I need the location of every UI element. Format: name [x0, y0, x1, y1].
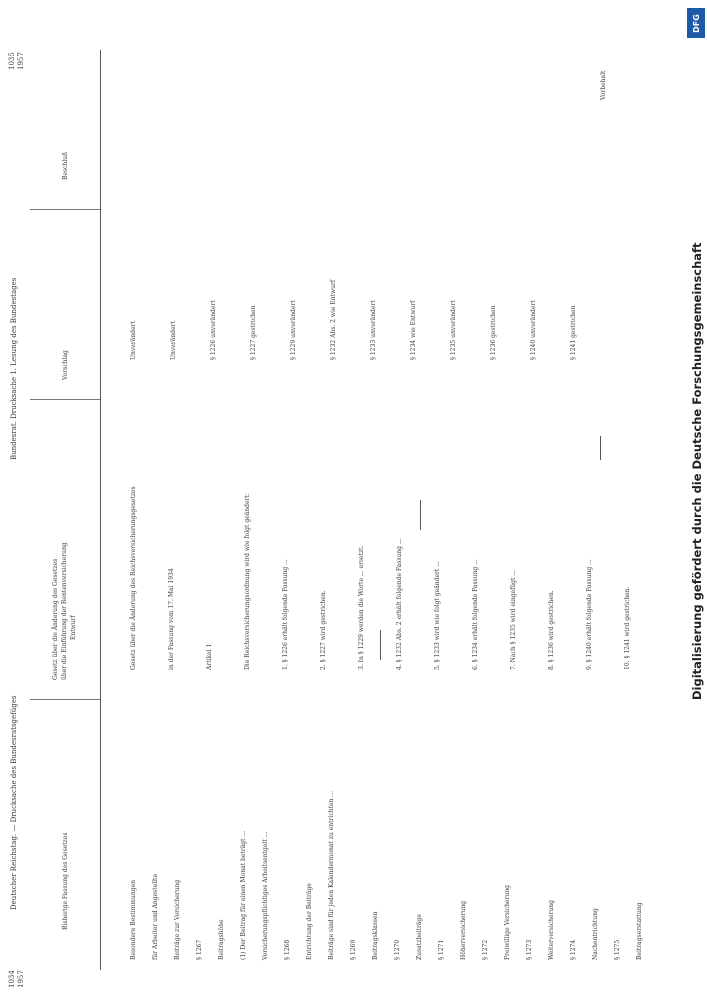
column-heading-4: Beschluß: [62, 151, 69, 180]
document-text-line: Entrichtung der Beiträge: [306, 883, 313, 960]
document-text-line: § 1229 unverändert: [290, 300, 297, 360]
running-title-right: Bundesrat. Drucksache 1. Lesung des Bundestages: [10, 277, 18, 460]
document-text-line: § 1268: [284, 939, 291, 960]
document-text-line: für Arbeiter und Angestellte: [152, 873, 159, 960]
document-text-line: § 1227 gestrichen: [250, 305, 257, 360]
document-text-line: § 1269: [350, 939, 357, 960]
document-text-line: § 1232 Abs. 2 wie Entwurf: [330, 279, 337, 360]
document-text-line: § 1275: [614, 939, 621, 960]
rule-fragment: [420, 500, 421, 530]
document-text-line: in der Fassung vom 17. Mai 1934: [168, 568, 175, 670]
document-text-line: 1. § 1226 erhält folgende Fassung ...: [282, 559, 289, 670]
document-text-line: Beiträge sind für jeden Kalendermonat zu entrichten ...: [328, 790, 335, 960]
document-text-line: Unverändert: [170, 321, 177, 360]
document-text-line: § 1241 gestrichen: [570, 305, 577, 360]
document-text-line: 5. § 1233 wird wie folgt geändert ...: [434, 561, 441, 670]
document-text-line: 7. Nach § 1235 wird eingefügt ...: [510, 569, 517, 670]
document-text-line: Beitragshöhe: [218, 919, 225, 960]
document-text-line: 8. § 1236 wird gestrichen.: [548, 590, 555, 670]
document-text-line: § 1236 gestrichen: [490, 305, 497, 360]
document-text-line: 2. § 1227 wird gestrichen.: [320, 590, 327, 670]
document-text-line: Nachentrichtung: [592, 908, 599, 960]
header-rule: [100, 50, 101, 970]
document-text-line: Beiträge zur Versicherung: [174, 879, 181, 960]
document-text-line: Artikel 1: [206, 643, 213, 670]
document-text-line: 10. § 1241 wird gestrichen.: [624, 586, 631, 670]
document-text-line: § 1234 wie Entwurf: [410, 300, 417, 360]
document-text-line: § 1240 unverändert: [530, 300, 537, 360]
document-text-line: Beitragserstattung: [636, 902, 643, 960]
document-text-line: § 1273: [526, 939, 533, 960]
rule-fragment: [600, 436, 601, 460]
document-text-line: Beitragsklassen: [372, 911, 379, 960]
running-title: Deutscher Reichstag. — Drucksache des Bundesratsgefüges: [10, 695, 18, 910]
column-heading-3: Vorschlag: [62, 350, 69, 380]
column-separator: [30, 699, 100, 700]
document-text-line: § 1272: [482, 939, 489, 960]
document-text-line: § 1274: [570, 939, 577, 960]
column-separator: [30, 399, 100, 400]
document-text-line: Versicherungspflichtiges Arbeitsentgelt ...: [262, 831, 269, 960]
footer-mark: Vorbehalt: [600, 70, 607, 100]
year-right: 1957: [17, 52, 25, 70]
document-text-line: Freiwillige Versicherung: [504, 884, 511, 960]
document-text-line: 4. § 1232 Abs. 2 erhält folgende Fassung ...: [396, 538, 403, 670]
document-text-line: Zusatzbeiträge: [416, 914, 423, 960]
year-left: 1957: [17, 970, 25, 988]
document-text-line: § 1226 unverändert: [210, 300, 217, 360]
document-text-line: Weiterversicherung: [548, 900, 555, 960]
document-text-line: 3. In § 1229 werden die Worte ... ersetzt.: [358, 545, 365, 670]
column-separator: [30, 209, 100, 210]
document-text-line: (1) Der Beitrag für einen Monat beträgt ...: [240, 830, 247, 960]
document-text-line: § 1271: [438, 939, 445, 960]
dfg-attribution-bar: [685, 0, 707, 1000]
column-heading-2c: Entwurf: [70, 615, 77, 640]
document-text-line: § 1267: [196, 939, 203, 960]
rule-fragment: [380, 630, 381, 660]
document-text-line: § 1235 unverändert: [450, 300, 457, 360]
document-text-line: Besondere Bestimmungen: [130, 880, 137, 960]
document-text-line: Unverändert: [130, 321, 137, 360]
document-text-line: 6. § 1234 erhält folgende Fassung ...: [472, 559, 479, 670]
document-text-line: Gesetz über die Änderung des Reichsversicherungsgesetzes: [130, 486, 137, 670]
dfg-attribution-text: Digitalisierung gefördert durch die Deutsche Forschungsgemeinschaft: [690, 242, 704, 700]
dfg-logo: DFG: [687, 8, 705, 38]
document-text-line: Höherversicherung: [460, 900, 467, 960]
document-text-line: § 1270: [394, 939, 401, 960]
column-heading-2b: über die Einführung der Rentenversicherung: [61, 542, 68, 680]
page-number-right: 1035: [8, 52, 16, 70]
column-heading-2a: Gesetz über die Änderung des Gesetzes: [52, 558, 59, 680]
column-heading-1: Bisherige Fassung des Gesetzes: [62, 832, 69, 930]
document-text-line: 9. § 1240 erhält folgende Fassung ...: [586, 559, 593, 670]
page-number-left: 1034: [8, 970, 16, 988]
document-text-line: Die Reichsversicherungsordnung wird wie folgt geändert:: [244, 493, 251, 670]
document-text-line: § 1233 unverändert: [370, 300, 377, 360]
